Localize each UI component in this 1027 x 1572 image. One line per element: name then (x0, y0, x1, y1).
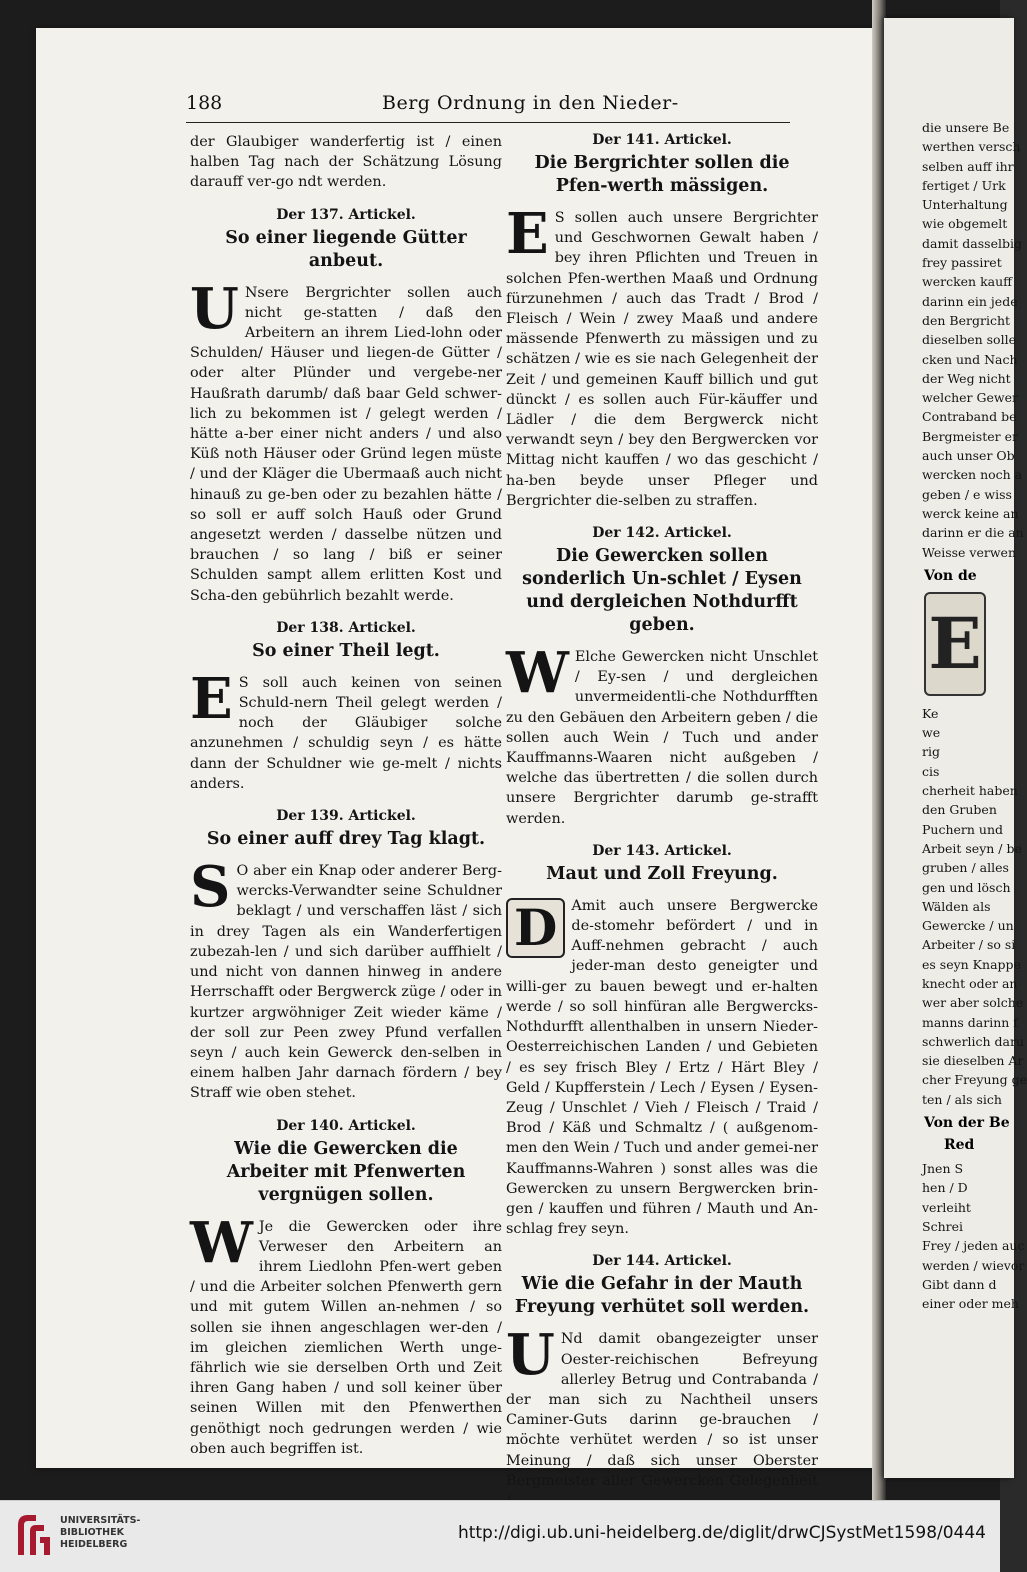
facing-text-line: werck keine an (922, 505, 1019, 521)
facing-text-line: cken und Nach (922, 351, 1018, 367)
facing-text-line: wercken noch a (922, 467, 1023, 483)
running-title: Berg Ordnung in den Nieder- (382, 92, 679, 114)
facing-text-line: auch unser Ob (922, 448, 1015, 464)
facing-ornate-initial: E (924, 592, 986, 696)
facing-text-line: Bergmeister er (922, 428, 1018, 444)
page-header (186, 92, 790, 123)
article-number: Der 144. Artickel. (592, 1253, 732, 1270)
facing-text-line: dieselben solle (922, 332, 1016, 348)
facing-text-line: Contraband be (922, 409, 1017, 425)
drop-cap: U (506, 1322, 555, 1389)
article-text (506, 201, 818, 511)
facing-text-line: Weisse verwen (922, 544, 1017, 560)
article-139 (190, 808, 502, 1103)
article-text (506, 1322, 818, 1511)
article-number: Der 139. Artickel. (276, 808, 416, 825)
facing-lines-bottom (884, 1159, 1025, 1313)
library-name-line: UNIVERSITÄTS- (60, 1515, 141, 1526)
facing-lines-top (884, 118, 1024, 562)
facing-text-line: es seyn Knappe (922, 956, 1021, 972)
facing-text-line: den Bergricht (922, 312, 1011, 328)
article-body: Amit auch unsere Bergwercke de-stomehr befördert / und in Auff-nehmen gebracht / auch jeder-man desto geneigter und willi-ger zu bauen bewegt und er-halten werde / so soll hinfüran alle Bergwercks-Nothdurfft allenthalben in unsern Nieder-Oesterreichischen Landen / und Gebieten / es sey frisch Bley / Ertz / Härt Bley / Geld / Kupfferstein / Lech / Eysen / Eysen-Zeug / Unschlet / Vieh / Fleisch / Traid / Brod / Käß und Schmaltz / ( außgenom-men den Wein / Tuch und ander gemei-ner Kauffmanns-Wahren ) sonst alles was die Gewercken zu unsern Bergwercken brin-gen / kauffen und führen / Mauth und An-schlag frey seyn. (506, 897, 818, 1238)
facing-text-line: gruben / alles (922, 860, 1009, 876)
article-142 (506, 525, 818, 829)
facing-text-line: Jnen S (922, 1161, 964, 1177)
facing-text-line: schwerlich daru (922, 1033, 1025, 1049)
article-title: Die Bergrichter sollen die Pfen-werth mässigen. (534, 153, 790, 196)
facing-text-line: cis (922, 763, 940, 779)
facing-text-line: einer oder meh (922, 1296, 1019, 1312)
article-text (190, 854, 502, 1103)
facing-text-line: Puchern und (922, 821, 1004, 837)
facing-text-line: Gewercke / un (922, 918, 1014, 934)
facing-text-line: sie dieselben Ar (922, 1053, 1024, 1069)
drop-cap: E (506, 201, 549, 267)
article-title: So einer Theil legt. (252, 640, 440, 661)
continuation-text: der Glaubiger wanderfertig ist / einen halben Tag nach der Schätzung Lösung darauff ver-go ndt werden. (190, 134, 502, 191)
article-title: Wie die Gewercken die Arbeiter mit Pfenwerten vergnügen sollen. (226, 1138, 466, 1205)
facing-text-line: Gibt dann d (922, 1276, 997, 1292)
facing-text-line: werthen versch (922, 139, 1021, 155)
article-number: Der 142. Artickel. (592, 525, 732, 542)
library-name-line: HEIDELBERG (60, 1539, 128, 1550)
facing-text-line: cherheit haben (922, 783, 1018, 799)
article-137 (190, 207, 502, 606)
facing-text-line: rig (922, 744, 940, 760)
article-text (506, 640, 818, 829)
facing-text-line: Ke (922, 705, 939, 721)
article-number: Der 137. Artickel. (276, 206, 416, 223)
facing-text-line: Frey / jeden auc (922, 1238, 1025, 1254)
article-title: So einer auff drey Tag klagt. (206, 829, 486, 850)
facing-text-line: fertiget / Urk (922, 177, 1006, 193)
facing-text-line: verleiht (922, 1199, 971, 1215)
article-text (190, 1209, 502, 1459)
article-text (190, 275, 502, 606)
facing-page (884, 18, 1027, 1478)
facing-text-line: hen / D (922, 1180, 968, 1196)
viewer-footer (0, 1500, 1000, 1572)
left-column (190, 132, 502, 1459)
article-number: Der 140. Artickel. (276, 1117, 416, 1134)
facing-heading: Von de (924, 567, 977, 584)
article-141 (506, 132, 818, 511)
facing-text-line: Unterhaltung (922, 197, 1008, 213)
ornate-drop-cap: D (506, 898, 565, 958)
facing-text-line: geben / e wiss (922, 486, 1012, 502)
article-number: Der 143. Artickel. (592, 842, 732, 859)
facing-text-line: welcher Gewer (922, 390, 1018, 406)
drop-cap: E (190, 665, 233, 732)
drop-cap: W (190, 1209, 253, 1276)
facing-text-line: cher Freyung ge (922, 1072, 1027, 1088)
facing-text-line: Arbeit seyn / be (922, 840, 1022, 856)
article-body: S sollen auch unsere Bergrichter und Geschwornen Gewalt haben / bey ihren Pflichten und Treuen in solchen Pfen-werthen Maaß und Ordnung fürzunehmen / auch das Tradt / Brod / Fleisch / Wein / zwey Maaß und andere mässende Pfenwerth zu mässigen und zu schätzen / wie es sie nach Gelegenheit der Zeit / und gemeinen Kauff billich und gut dünckt / es sollen auch Für-käuffer und Lädler / die dem Bergwerck nicht verwandt seyn / bey den Bergwercken vor Mittag nicht kauffen / wo das geschicht / ha-ben beyde unser Pfleger und Bergrichter die-selben zu straffen. (506, 210, 818, 509)
facing-heading: Von der Be (924, 1115, 1010, 1132)
right-column (506, 132, 818, 1527)
library-name (60, 1515, 140, 1551)
article-body: S soll auch keinen von seinen Schuld-nern Theil gelegt werden / noch der Gläubiger solche anzunehmen / schuldig seyn / es hätte dann der Schuldner wie ge-melt / nichts anders. (190, 674, 502, 792)
facing-text-line: we (922, 725, 941, 741)
facing-text-line: selben auff ihr (922, 158, 1014, 174)
article-title: Wie die Gefahr in der Mauth Freyung verhütet soll werden. (514, 1274, 810, 1318)
facing-text-line: wercken kauff (922, 274, 1013, 290)
drop-cap: S (190, 854, 231, 921)
article-text (190, 665, 502, 794)
article-title: Die Gewercken sollen sonderlich Un-schlet / Eysen und dergleichen Nothdurfft geben. (522, 546, 802, 636)
article-138 (190, 620, 502, 794)
page-number: 188 (186, 92, 223, 114)
article-body: Je die Gewercken oder ihre Verweser den Arbeitern an ihrem Liedlohn Pfen-wert geben / und die Arbeiter solchen Pfenwerth gern und mit gutem Willen an-nehmen / so sollen sie ihnen angeschlagen wer-den / im gleichen ziemlichen Werth unge-fährlich wie sie derselben Orth und Zeit ihren Gang haben / und soll keiner über seinen Willen mit den Pfenwerthen genöthigt noch gedrungen werden / wie oben auch begriffen ist. (190, 1218, 502, 1457)
facing-text-line: werden / wievor (922, 1257, 1025, 1273)
university-library-logo-icon (14, 1511, 54, 1559)
facing-text-line: frey passiret (922, 255, 1002, 271)
article-body: O aber ein Knap oder anderer Berg-wercks-Verwandter seine Schuldner beklagt / und verschaffen läst / sich in drey Tagen als ein Wanderfertigen zubezah-len / und sich darüber auffhielt / und nicht von dannen hinweg in andere Herrschafft oder Bergwerck züge / oder in kurtzer argwöhniger Zeit wieder käme / der soll zur Peen zwey Pfund verfallen seyn / auch kein Gewerck den-selben in einem halben Jahr darnach fördern / bey Straff wie oben stehet. (190, 863, 502, 1102)
facing-text-line: gen und lösch (922, 879, 1011, 895)
permalink-url[interactable]: http://digi.ub.uni-heidelberg.de/diglit/drwCJSystMet1598/0444 (457, 1523, 986, 1543)
facing-text-line: wie obgemelt (922, 216, 1008, 232)
article-143 (506, 843, 818, 1239)
facing-lines-middle (884, 704, 1027, 1109)
facing-text-line: manns darinn f (922, 1014, 1018, 1030)
facing-heading: Red (944, 1137, 975, 1154)
article-number: Der 138. Artickel. (276, 619, 416, 636)
article-144 (506, 1253, 818, 1511)
facing-text-line: knecht oder an (922, 975, 1018, 991)
facing-text-line: Schrei (922, 1218, 963, 1234)
facing-text-line: Wälden als (922, 898, 991, 914)
facing-text-line: darinn er die an (922, 525, 1024, 541)
facing-text-line: die unsere Be (922, 120, 1010, 135)
facing-text-line: der Weg nicht (922, 370, 1011, 386)
drop-cap: W (506, 640, 569, 707)
article-text (506, 896, 818, 1239)
article-body: Nd damit obangezeigter unser Oester-reichischen Befreyung allerley Betrug und Contrabanda / der man sich zu Nachtheil unsers Caminer-Guts darinn ge-brauchen / möchte verhütet werden / so ist unser Meinung / daß sich unser Oberster Bergmeister aller Gewercken Gelegenheit (506, 1331, 818, 1489)
article-140 (190, 1118, 502, 1459)
library-name-line: BIBLIOTHEK (60, 1527, 124, 1538)
facing-text-line: Arbeiter / so si (922, 937, 1016, 953)
drop-cap: U (190, 275, 239, 342)
facing-text-line: wer aber solche (922, 995, 1024, 1011)
article-body: Nsere Bergrichter sollen auch nicht ge-statten / daß den Arbeitern an ihrem Lied-lohn oder Schulden/ Häuser und liegen-de Gütter / oder alter Plünder und vergebe-ner Haußrath darumb/ daß baar Geld schwer-lich zu bekommen ist / gelegt werden / hätte a-ber einer nicht anders / und also Küß noth Häuser oder Gründ legen müste / und der Kläger die Ubermaaß auch nicht hinauß zu ge-ben oder zu bezahlen hätte / so soll er auff solch Hauß oder Grund angesetzt werden / dasselbe nützen und brauchen / so lang / biß er seiner Schulden sampt allem erlitten Kost und Scha-den gebührlich bezahlt werde. (190, 284, 502, 604)
facing-text-line: den Gruben (922, 802, 997, 818)
article-title: Maut und Zoll Freyung. (546, 863, 778, 884)
article-title: So einer liegende Gütter anbeut. (225, 227, 467, 271)
article-body: Elche Gewercken nicht Unschlet / Ey-sen / und dergleichen unvermeidentli-che Nothdurfften zu den Gebäuen den Arbeitern geben / die sollen auch Wein / Tuch und ander Kauffmanns-Waaren nicht außgeben / welche das übertretten / die sollen durch unsere Bergrichter darumb ge-strafft werden. (506, 649, 818, 827)
article-number: Der 141. Artickel. (592, 132, 732, 148)
facing-text-line: darinn ein jede (922, 293, 1018, 309)
facing-text-line: ten / als sich (922, 1091, 1002, 1107)
facing-text-line: damit dasselbig (922, 235, 1022, 251)
